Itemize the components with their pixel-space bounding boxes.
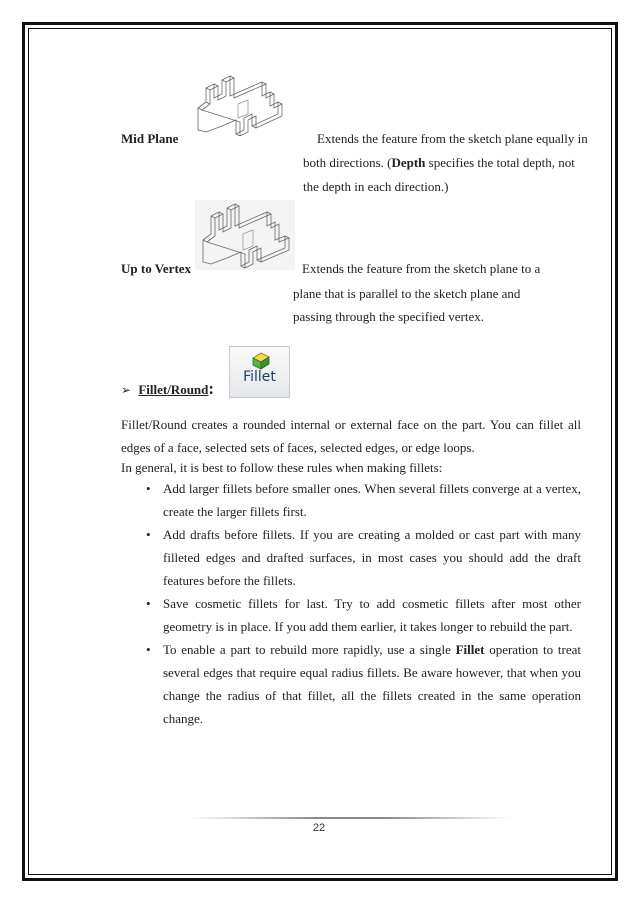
fillet-rule-4: To enable a part to rebuild more rapidly, use a single Fillet operation to treat several edges that require equal radius fillets. Be aware however, that when you change the radius of that fillet, all the fillets created in the same operation change. [163, 642, 581, 726]
arrow-bullet-icon: ➢ [121, 383, 132, 397]
bullet-glyph: • [146, 481, 151, 496]
up-to-vertex-desc-line3: passing through the specified vertex. [293, 309, 484, 324]
mid-plane-desc-line2: both directions. (Depth specifies the total depth, not [303, 155, 575, 170]
mid-plane-desc-line3: the depth in each direction.) [303, 179, 449, 194]
fillet-intro: Fillet/Round creates a rounded internal or external face on the part. You can fillet all edges of a face, selected sets of faces, selected edges, or edge loops. [121, 417, 581, 455]
mid-plane-label: Mid Plane [121, 131, 179, 146]
bullet-glyph: • [146, 596, 151, 611]
bullet-glyph: • [146, 642, 151, 657]
fillet-icon-label: Fillet [243, 369, 276, 385]
fillet-rule-3: Save cosmetic fillets for last. Try to add cosmetic fillets after most other geometry is in place. If you add them earlier, it takes longer to rebuild the part. [163, 596, 581, 634]
fillet-rule-2: Add drafts before fillets. If you are creating a molded or cast part with many filleted edges and drafted surfaces, in most cases you should add the draft features before the fillets. [163, 527, 581, 588]
up-to-vertex-desc-line1: Extends the feature from the sketch plane to a [302, 261, 541, 276]
extrude-mid-plane-illustration [192, 74, 284, 136]
up-to-vertex-label: Up to Vertex [121, 261, 192, 276]
bullet-glyph: • [146, 527, 151, 542]
page-number: 22 [312, 822, 326, 834]
fillet-general-rule: In general, it is best to follow these rules when making fillets: [121, 460, 443, 475]
fillet-heading [121, 381, 214, 398]
mid-plane-desc-line1: Extends the feature from the sketch plane equally in [317, 131, 588, 146]
footer-divider [190, 817, 512, 819]
fillet-heading-text: Fillet/Round [138, 382, 209, 397]
extrude-up-to-vertex-illustration [195, 200, 295, 270]
fillet-heading-colon: : [208, 379, 215, 398]
up-to-vertex-desc-line2: plane that is parallel to the sketch plane and [293, 286, 521, 301]
fillet-cube-icon [249, 350, 273, 370]
fillet-rule-1: Add larger fillets before smaller ones. When several fillets converge at a vertex, create the larger fillets first. [163, 481, 581, 519]
fillet-toolbar-button [229, 346, 290, 398]
